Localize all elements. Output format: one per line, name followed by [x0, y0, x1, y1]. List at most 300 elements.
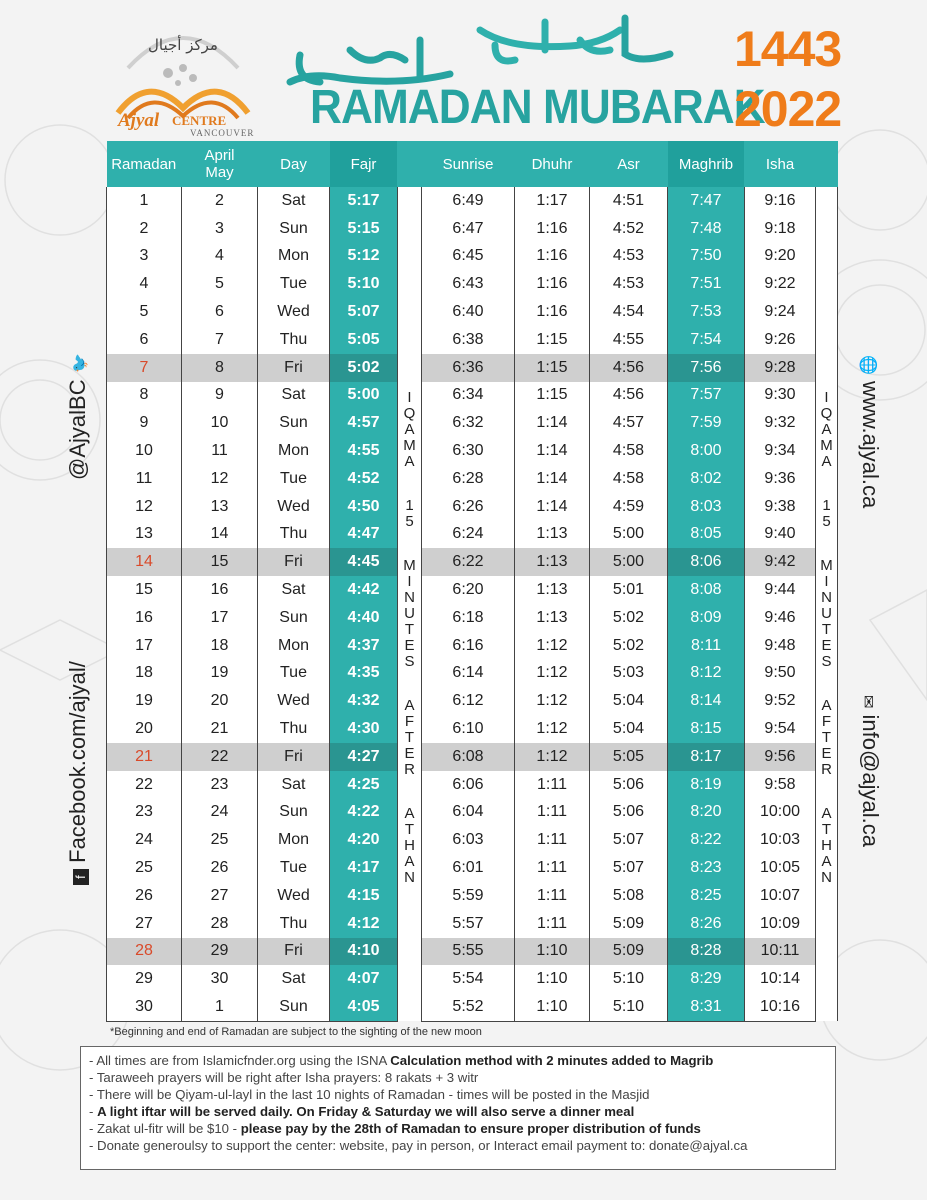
- isha-time: 9:58: [745, 771, 816, 799]
- asr-time: 5:07: [590, 826, 668, 854]
- isha-time: 9:40: [745, 521, 816, 549]
- fajr-time: 4:57: [330, 409, 398, 437]
- dhuhr-time: 1:12: [515, 715, 590, 743]
- table-row: [107, 799, 838, 827]
- dhuhr-time: 1:13: [515, 548, 590, 576]
- iqama-letter: F: [404, 713, 415, 731]
- info-line: [89, 1069, 827, 1086]
- iqama-letter: M: [820, 437, 833, 455]
- info-box: [80, 1046, 836, 1170]
- isha-time: 9:42: [745, 548, 816, 576]
- sunrise-time: 6:03: [422, 826, 515, 854]
- info-line: [89, 1137, 827, 1154]
- dhuhr-time: 1:14: [515, 437, 590, 465]
- asr-time: 5:10: [590, 993, 668, 1021]
- iqama-note-left: [398, 187, 422, 1021]
- asr-time: 5:01: [590, 576, 668, 604]
- table-row: [107, 270, 838, 298]
- isha-time: 9:44: [745, 576, 816, 604]
- sunrise-time: 6:32: [422, 409, 515, 437]
- facebook-link[interactable]: [65, 661, 91, 885]
- dhuhr-time: 1:10: [515, 993, 590, 1021]
- info-line-bold: A light iftar will be served daily. On Friday & Saturday we will also serve a dinner meal: [97, 1104, 635, 1119]
- asr-time: 4:56: [590, 354, 668, 382]
- ramadan-day: 16: [107, 604, 182, 632]
- sunrise-time: 6:14: [422, 660, 515, 688]
- table-row: [107, 826, 838, 854]
- gregorian-day: 5: [182, 270, 258, 298]
- sunrise-time: 6:24: [422, 521, 515, 549]
- maghrib-time: 8:29: [668, 965, 745, 993]
- iqama-letter: F: [821, 713, 832, 731]
- sunrise-time: 6:16: [422, 632, 515, 660]
- gregorian-day: 1: [182, 993, 258, 1021]
- dhuhr-time: 1:11: [515, 799, 590, 827]
- sunrise-time: 6:30: [422, 437, 515, 465]
- sunrise-time: 6:18: [422, 604, 515, 632]
- header-fajr: Fajr: [330, 141, 398, 187]
- maghrib-time: 7:57: [668, 382, 745, 410]
- iqama-letter: A: [821, 421, 832, 439]
- dhuhr-time: 1:14: [515, 465, 590, 493]
- gregorian-day: 12: [182, 465, 258, 493]
- ramadan-day: 18: [107, 660, 182, 688]
- weekday: Tue: [258, 465, 330, 493]
- iqama-letter: 1: [822, 497, 831, 515]
- dhuhr-time: 1:11: [515, 882, 590, 910]
- dhuhr-time: 1:10: [515, 965, 590, 993]
- weekday: Tue: [258, 270, 330, 298]
- header-isha: Isha: [745, 141, 816, 187]
- isha-time: 10:11: [745, 938, 816, 966]
- isha-time: 9:56: [745, 743, 816, 771]
- info-line: [89, 1103, 827, 1120]
- gregorian-day: 4: [182, 243, 258, 271]
- asr-time: 5:06: [590, 771, 668, 799]
- isha-time: 9:48: [745, 632, 816, 660]
- dhuhr-time: 1:11: [515, 854, 590, 882]
- sunrise-time: 5:52: [422, 993, 515, 1021]
- isha-time: 9:26: [745, 326, 816, 354]
- ramadan-day: 29: [107, 965, 182, 993]
- sunrise-time: 6:08: [422, 743, 515, 771]
- isha-time: 10:16: [745, 993, 816, 1021]
- dhuhr-time: 1:14: [515, 493, 590, 521]
- fajr-time: 5:00: [330, 382, 398, 410]
- header-maghrib: Maghrib: [668, 141, 745, 187]
- weekday: Mon: [258, 437, 330, 465]
- sunrise-time: 5:55: [422, 938, 515, 966]
- logo-centre: CENTRE: [172, 113, 227, 128]
- iqama-letter: T: [821, 729, 832, 747]
- sunrise-time: 6:06: [422, 771, 515, 799]
- weekday: Tue: [258, 854, 330, 882]
- logo-name: Ajyal: [118, 110, 160, 131]
- email-link-text: info@ajyal.ca: [858, 714, 883, 847]
- logo-arabic-text: مركز أجيال: [148, 36, 218, 54]
- email-link[interactable]: [857, 695, 883, 847]
- sunrise-time: 6:12: [422, 687, 515, 715]
- fajr-time: 4:42: [330, 576, 398, 604]
- weekday: Fri: [258, 354, 330, 382]
- asr-time: 5:02: [590, 604, 668, 632]
- twitter-handle-text: @AjyalBC: [65, 379, 90, 480]
- maghrib-time: 8:25: [668, 882, 745, 910]
- sunrise-time: 6:22: [422, 548, 515, 576]
- table-header-row: [107, 141, 838, 187]
- globe-icon: 🌐: [859, 355, 876, 375]
- iqama-letter: N: [404, 869, 415, 887]
- iqama-letter: U: [404, 605, 415, 623]
- isha-time: 9:22: [745, 270, 816, 298]
- iqama-letter: 1: [405, 497, 414, 515]
- isha-time: 9:30: [745, 382, 816, 410]
- sunrise-time: 6:45: [422, 243, 515, 271]
- dhuhr-time: 1:11: [515, 826, 590, 854]
- weekday: Mon: [258, 632, 330, 660]
- dhuhr-time: 1:11: [515, 910, 590, 938]
- iqama-letter: A: [404, 853, 415, 871]
- ramadan-day: 5: [107, 298, 182, 326]
- iqama-letter: M: [820, 557, 833, 575]
- sunrise-time: 6:43: [422, 270, 515, 298]
- weekday: Wed: [258, 298, 330, 326]
- weekday: Sat: [258, 771, 330, 799]
- asr-time: 5:06: [590, 799, 668, 827]
- iqama-letter: T: [404, 821, 415, 839]
- maghrib-time: 8:31: [668, 993, 745, 1021]
- dhuhr-time: 1:13: [515, 604, 590, 632]
- dhuhr-time: 1:12: [515, 687, 590, 715]
- asr-time: 4:58: [590, 465, 668, 493]
- email-icon: ✉: [859, 695, 876, 709]
- asr-time: 5:04: [590, 687, 668, 715]
- table-row: [107, 743, 838, 771]
- weekday: Sat: [258, 382, 330, 410]
- asr-time: 4:52: [590, 215, 668, 243]
- gregorian-day: 15: [182, 548, 258, 576]
- gregorian-day: 16: [182, 576, 258, 604]
- ramadan-day: 25: [107, 854, 182, 882]
- table-row: [107, 910, 838, 938]
- iqama-letter: I: [824, 573, 829, 591]
- table-row: [107, 382, 838, 410]
- fajr-time: 4:15: [330, 882, 398, 910]
- maghrib-time: 8:02: [668, 465, 745, 493]
- dhuhr-time: 1:12: [515, 632, 590, 660]
- weekday: Thu: [258, 521, 330, 549]
- asr-time: 5:10: [590, 965, 668, 993]
- iqama-letter: R: [404, 761, 415, 779]
- asr-time: 5:00: [590, 521, 668, 549]
- asr-time: 5:09: [590, 910, 668, 938]
- iqama-letter: A: [404, 421, 415, 439]
- table-row: [107, 493, 838, 521]
- iqama-letter: S: [404, 653, 415, 671]
- dhuhr-time: 1:11: [515, 771, 590, 799]
- info-line-bold: please pay by the 28th of Ramadan to ensure proper distribution of funds: [240, 1121, 701, 1136]
- header-sunrise: Sunrise: [422, 141, 515, 187]
- table-row: [107, 521, 838, 549]
- maghrib-time: 8:03: [668, 493, 745, 521]
- isha-time: 9:18: [745, 215, 816, 243]
- iqama-letter: E: [821, 745, 832, 763]
- table-row: [107, 298, 838, 326]
- dhuhr-time: 1:12: [515, 660, 590, 688]
- table-row: [107, 576, 838, 604]
- weekday: Fri: [258, 743, 330, 771]
- info-line-text: - Zakat ul-fitr will be $10 -: [89, 1121, 241, 1136]
- ramadan-day: 2: [107, 215, 182, 243]
- isha-time: 10:00: [745, 799, 816, 827]
- fajr-time: 4:25: [330, 771, 398, 799]
- title-ramadan-mubarak: RAMADAN MUBARAK: [310, 81, 765, 134]
- isha-time: 9:36: [745, 465, 816, 493]
- logo-city: VANCOUVER: [190, 128, 255, 138]
- gregorian-day: 10: [182, 409, 258, 437]
- ramadan-day: 12: [107, 493, 182, 521]
- ramadan-day: 23: [107, 799, 182, 827]
- year-gregorian: 2022: [734, 81, 842, 137]
- maghrib-time: 8:11: [668, 632, 745, 660]
- dhuhr-time: 1:16: [515, 243, 590, 271]
- iqama-letter: T: [404, 621, 415, 639]
- isha-time: 9:24: [745, 298, 816, 326]
- iqama-letter: M: [403, 557, 416, 575]
- header-ramadan: Ramadan: [107, 141, 182, 187]
- gregorian-day: 6: [182, 298, 258, 326]
- iqama-letter: N: [821, 869, 832, 887]
- sunrise-time: 6:04: [422, 799, 515, 827]
- iqama-letter: M: [403, 437, 416, 455]
- iqama-letter: 5: [405, 513, 414, 531]
- iqama-letter: A: [821, 453, 832, 471]
- table-row: [107, 771, 838, 799]
- gregorian-day: 30: [182, 965, 258, 993]
- dhuhr-time: 1:15: [515, 354, 590, 382]
- isha-time: 10:03: [745, 826, 816, 854]
- weekday: Sun: [258, 215, 330, 243]
- weekday: Wed: [258, 882, 330, 910]
- isha-time: 9:50: [745, 660, 816, 688]
- fajr-time: 4:22: [330, 799, 398, 827]
- gregorian-day: 29: [182, 938, 258, 966]
- asr-time: 5:03: [590, 660, 668, 688]
- header-april: April: [204, 147, 235, 164]
- iqama-letter: A: [821, 697, 832, 715]
- ramadan-day: 21: [107, 743, 182, 771]
- dhuhr-time: 1:17: [515, 187, 590, 215]
- weekday: Thu: [258, 910, 330, 938]
- iqama-letter: T: [821, 821, 832, 839]
- fajr-time: 4:37: [330, 632, 398, 660]
- gregorian-day: 27: [182, 882, 258, 910]
- table-row: [107, 993, 838, 1021]
- weekday: Fri: [258, 548, 330, 576]
- table-row: [107, 632, 838, 660]
- gregorian-day: 19: [182, 660, 258, 688]
- sunrise-time: 5:59: [422, 882, 515, 910]
- ramadan-day: 14: [107, 548, 182, 576]
- ramadan-day: 9: [107, 409, 182, 437]
- weekday: Thu: [258, 326, 330, 354]
- asr-time: 4:53: [590, 270, 668, 298]
- maghrib-time: 7:54: [668, 326, 745, 354]
- gregorian-day: 22: [182, 743, 258, 771]
- isha-time: 9:20: [745, 243, 816, 271]
- iqama-letter: A: [821, 853, 832, 871]
- maghrib-time: 8:09: [668, 604, 745, 632]
- ramadan-day: 30: [107, 993, 182, 1021]
- header-dhuhr: Dhuhr: [515, 141, 590, 187]
- ramadan-day: 7: [107, 354, 182, 382]
- website-link[interactable]: [857, 355, 883, 508]
- gregorian-day: 21: [182, 715, 258, 743]
- table-row: [107, 854, 838, 882]
- ramadan-day: 17: [107, 632, 182, 660]
- maghrib-time: 7:47: [668, 187, 745, 215]
- fajr-time: 4:05: [330, 993, 398, 1021]
- maghrib-time: 8:23: [668, 854, 745, 882]
- maghrib-time: 8:14: [668, 687, 745, 715]
- iqama-letter: H: [821, 837, 832, 855]
- asr-time: 5:08: [590, 882, 668, 910]
- gregorian-day: 18: [182, 632, 258, 660]
- iqama-letter: E: [821, 637, 832, 655]
- ramadan-day: 4: [107, 270, 182, 298]
- fajr-time: 5:17: [330, 187, 398, 215]
- ramadan-day: 13: [107, 521, 182, 549]
- asr-time: 5:07: [590, 854, 668, 882]
- header-april-may: [182, 141, 258, 187]
- weekday: Sat: [258, 965, 330, 993]
- info-line-bold: Calculation method with 2 minutes added to Magrib: [390, 1053, 714, 1068]
- maghrib-time: 8:06: [668, 548, 745, 576]
- sunrise-time: 6:01: [422, 854, 515, 882]
- maghrib-time: 8:15: [668, 715, 745, 743]
- asr-time: 5:02: [590, 632, 668, 660]
- maghrib-time: 8:20: [668, 799, 745, 827]
- maghrib-time: 7:53: [668, 298, 745, 326]
- dhuhr-time: 1:12: [515, 743, 590, 771]
- ramadan-day: 24: [107, 826, 182, 854]
- twitter-handle[interactable]: [65, 353, 91, 480]
- iqama-letter: E: [404, 637, 415, 655]
- gregorian-day: 25: [182, 826, 258, 854]
- weekday: Sun: [258, 993, 330, 1021]
- fajr-time: 4:07: [330, 965, 398, 993]
- ramadan-day: 27: [107, 910, 182, 938]
- info-line-text: - All times are from Islamicfnder.org using the ISNA: [89, 1053, 391, 1068]
- ramadan-day: 28: [107, 938, 182, 966]
- sunrise-time: 6:20: [422, 576, 515, 604]
- sunrise-time: 6:38: [422, 326, 515, 354]
- header-may: May: [205, 164, 234, 181]
- dhuhr-time: 1:15: [515, 326, 590, 354]
- maghrib-time: 7:51: [668, 270, 745, 298]
- isha-time: 10:14: [745, 965, 816, 993]
- asr-time: 4:53: [590, 243, 668, 271]
- fajr-time: 4:35: [330, 660, 398, 688]
- iqama-letter: H: [404, 837, 415, 855]
- ramadan-day: 20: [107, 715, 182, 743]
- table-row: [107, 215, 838, 243]
- table-row: [107, 938, 838, 966]
- weekday: Fri: [258, 938, 330, 966]
- gregorian-day: 8: [182, 354, 258, 382]
- table-body: [107, 187, 838, 1021]
- facebook-link-text: Facebook.com/ajyal/: [65, 661, 90, 863]
- table-row: [107, 326, 838, 354]
- fajr-time: 5:07: [330, 298, 398, 326]
- isha-time: 10:07: [745, 882, 816, 910]
- gregorian-day: 26: [182, 854, 258, 882]
- weekday: Tue: [258, 660, 330, 688]
- iqama-letter: A: [404, 453, 415, 471]
- gregorian-day: 28: [182, 910, 258, 938]
- header-day: Day: [258, 141, 330, 187]
- sunrise-time: 6:40: [422, 298, 515, 326]
- gregorian-day: 24: [182, 799, 258, 827]
- moon-sighting-footnote: *Beginning and end of Ramadan are subject to the sighting of the new moon: [110, 1026, 482, 1038]
- iqama-letter: N: [821, 589, 832, 607]
- isha-time: 9:38: [745, 493, 816, 521]
- maghrib-time: 8:28: [668, 938, 745, 966]
- iqama-letter: Q: [820, 405, 833, 423]
- iqama-letter: E: [404, 745, 415, 763]
- dhuhr-time: 1:10: [515, 938, 590, 966]
- fajr-time: 4:32: [330, 687, 398, 715]
- iqama-letter: R: [821, 761, 832, 779]
- asr-time: 5:05: [590, 743, 668, 771]
- info-line-text: - There will be Qiyam-ul-layl in the last 10 nights of Ramadan - times will be posted in the Masjid: [89, 1087, 650, 1102]
- isha-time: 9:46: [745, 604, 816, 632]
- asr-time: 4:51: [590, 187, 668, 215]
- fajr-time: 5:10: [330, 270, 398, 298]
- maghrib-time: 7:48: [668, 215, 745, 243]
- table-row: [107, 243, 838, 271]
- isha-time: 9:28: [745, 354, 816, 382]
- dhuhr-time: 1:14: [515, 409, 590, 437]
- fajr-time: 4:17: [330, 854, 398, 882]
- maghrib-time: 8:19: [668, 771, 745, 799]
- header-asr: Asr: [590, 141, 668, 187]
- dhuhr-time: 1:13: [515, 576, 590, 604]
- iqama-letter: U: [821, 605, 832, 623]
- isha-time: 9:52: [745, 687, 816, 715]
- iqama-letter: A: [821, 805, 832, 823]
- iqama-letter: I: [407, 389, 412, 407]
- gregorian-day: 14: [182, 521, 258, 549]
- sunrise-time: 6:10: [422, 715, 515, 743]
- iqama-letter: N: [404, 589, 415, 607]
- dhuhr-time: 1:16: [515, 270, 590, 298]
- maghrib-time: 8:00: [668, 437, 745, 465]
- table-row: [107, 604, 838, 632]
- iqama-letter: A: [404, 805, 415, 823]
- weekday: Mon: [258, 826, 330, 854]
- fajr-time: 4:40: [330, 604, 398, 632]
- iqama-letter: I: [407, 573, 412, 591]
- fajr-time: 4:27: [330, 743, 398, 771]
- fajr-time: 4:12: [330, 910, 398, 938]
- weekday: Thu: [258, 715, 330, 743]
- sunrise-time: 6:36: [422, 354, 515, 382]
- fajr-time: 4:47: [330, 521, 398, 549]
- fajr-time: 4:52: [330, 465, 398, 493]
- prayer-schedule-table: [106, 141, 838, 1022]
- gregorian-day: 17: [182, 604, 258, 632]
